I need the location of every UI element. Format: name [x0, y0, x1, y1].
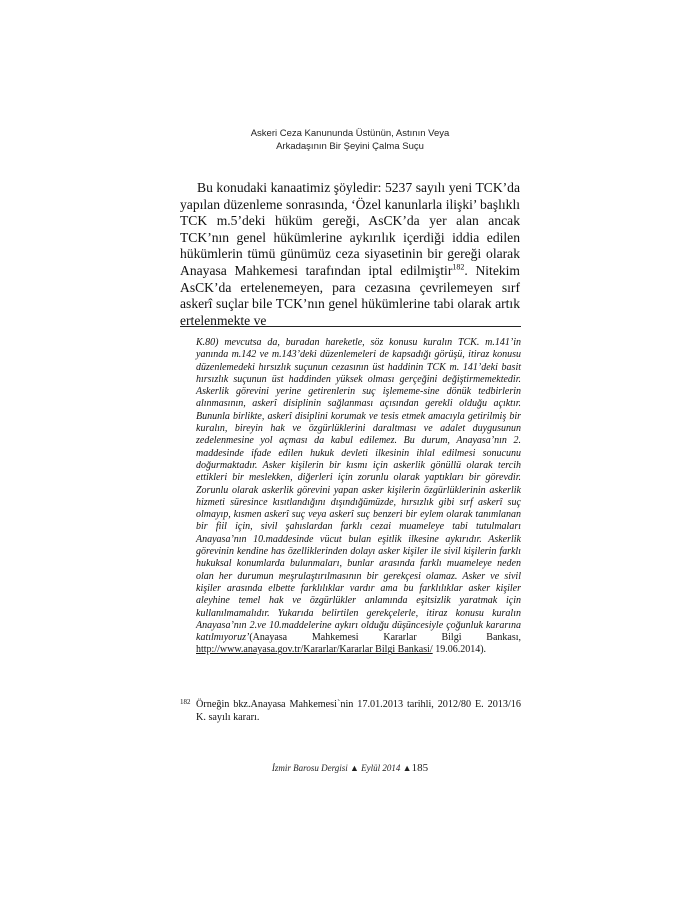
main-body-text — [180, 180, 520, 329]
footnote-182-text: Örneğin bkz.Anayasa Mahkemesi`nin 17.01.2013 tarihli, 2012/80 E. 2013/16 K. sayılı kararı. — [196, 699, 521, 723]
footer-separator-1: ▲ — [350, 763, 359, 773]
body-paragraph-text: Bu konudaki kanaatimiz şöyledir: 5237 sayılı yeni TCK’da yapılan düzenleme sonrasında, ‘Özel kanunlarla ilişki’ başlıklı TCK m.5’deki hüküm gereği, AsCK’da yer alan ancak TCK’nın genel hükümlerine aykırılık içerdiği iddia edilen hükümlerin tümü günümüz ceza siyasetinin bir gereği olarak Anayasa Mahkemesi tarafından iptal edilmiştir — [180, 180, 520, 278]
body-paragraph — [180, 180, 520, 329]
footer-separator-2: ▲ — [402, 763, 412, 773]
footer-date: Eylül 2014 — [361, 763, 401, 773]
footnote-continued-end: 19.06.2014). — [432, 644, 487, 656]
footnote-continued-italic: K.80) mevcutsa da, buradan hareketle, söz konusu kuralın TCK. m.141’in yanında m.142 ve m.143’deki düzenlemeleri de kapsadığı görüşü, itiraz konusu düzenlemedeki hırsızlık suçunun cezasının üst haddinin TCK m. 141’deki basit hırsızlık suçunun üst haddinden yüksek olması gerçeğini değiştirmemektedir. Askerlik görevini yerine getirenlerin suç işlememe-sine dönük tedbirlerin alınmasının, askerî disiplinin sağlanması açısından gerekli olduğu açıktır. Bununla birlikte, askerî disiplini korumak ve tesis etmek amacıyla getirilmiş bir kuralın, bireyin hak ve özgürlüklerini daraltması ve adalet duygusunun zedelenmesine yol açması da kabul edilemez. Bu durum, Anayasa’nın 2. maddesinde ifade edilen hukuk devleti ilkesinin ihlal edilmesi sonucunu doğurmaktadır. Asker kişilerin bir kısmı için askerlik gönüllü olarak tercih ettikleri bir meslekken, diğerleri için zorunlu olarak yaptıkları bir görevdir. Zorunlu olarak askerlik görevini yapan asker kişilerin özgürlüklerinin askerlik hizmeti süresince kısıtlandığını dışındığümüzde, hırsızlık gibi sırf askerî suç olmayıp, kısmen askerî suç veya askerî suç benzeri bir eylem olarak tanımlanan bir fiil için, sivil şahıslardan farklı cezai muameleye tabi tutulmaları Anayasa’nın 10.maddesinde vücut bulan eşitlik ilkesine aykırıdır. Askerlik görevinin kendine has özelliklerinden dolayı asker kişiler ile sivil kişilerin farklı hukuksal konumlarda bulunmaları, bunlar arasında farklı muameleye neden olan her durumun meşrulaştırılmasının bir gerekçesi olamaz. Asker ve sivil kişiler arasında elbette farklılıklar vardır ama bu farklılıklar asker kişiler aleyhine temel hak ve özgürlükler anlamında eşitsizlik yaratmak için kullanılmamalıdır. Yukarıda belirtilen gerekçelerle, itiraz konusu kuralın Anayasa’nın 2.ve 10.maddelerine aykırı olduğu düşüncesiyle çoğunluk kararına katılmıyoruz’ — [196, 337, 521, 644]
footnote-separator — [180, 326, 521, 327]
page-number: 185 — [411, 762, 429, 774]
running-header-line-1: Askeri Ceza Kanununda Üstünün, Astının Veya — [250, 128, 450, 139]
running-header-line-2: Arkadaşının Bir Şeyini Çalma Suçu — [276, 141, 424, 152]
footnote-182 — [180, 698, 521, 724]
footnote-continued — [196, 337, 521, 657]
footnote-link[interactable]: http://www.anayasa.gov.tr/Kararlar/Kararlar Bilgi Bankasi/ — [196, 644, 433, 656]
page-footer — [180, 762, 520, 774]
footnote-182-number: 182 — [180, 698, 191, 706]
body-paragraph-end: . Nitekim AsCK’da ertelenemeyen, para cezasına çevrilemeyen sırf askerî suçlar bile TCK’nın genel hükümlerine tabi olarak artık ertelenmekte ve — [180, 262, 520, 328]
footer-journal: İzmir Barosu Dergisi — [271, 763, 348, 773]
footnote-reference-182[interactable]: 182 — [452, 262, 465, 272]
footnote-continued-source: (Anayasa Mahkemesi Kararlar Bilgi Bankası, — [249, 632, 521, 644]
running-header — [180, 127, 520, 153]
